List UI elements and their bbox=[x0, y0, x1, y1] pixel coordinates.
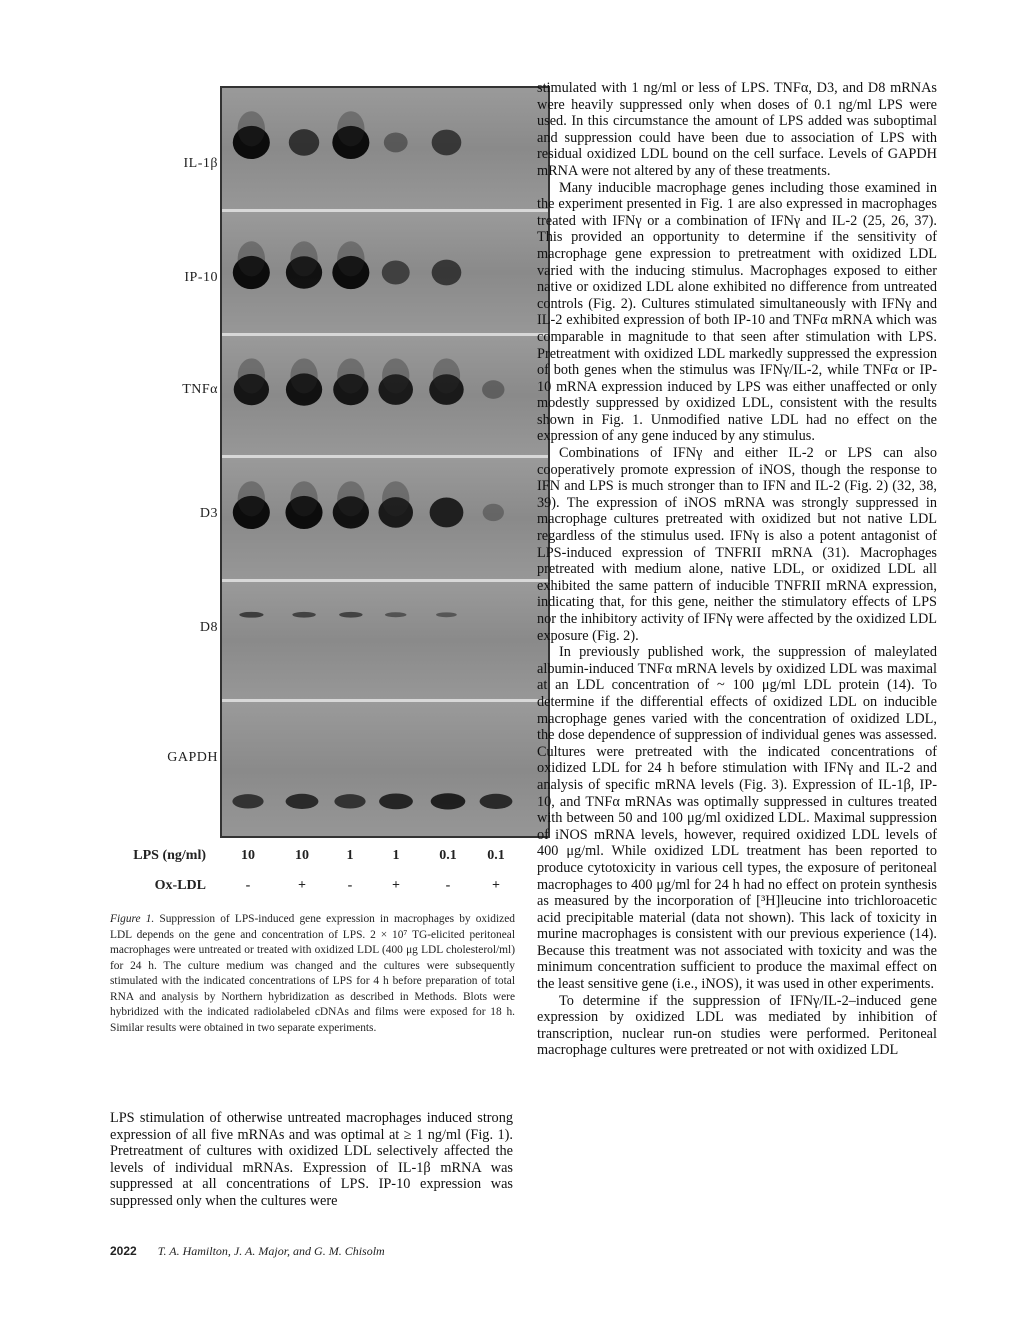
running-head: T. A. Hamilton, J. A. Major, and G. M. Chisolm bbox=[157, 1244, 385, 1258]
blot-panel bbox=[222, 336, 548, 458]
blot-band-smear bbox=[337, 111, 364, 146]
lps-value: 0.1 bbox=[487, 848, 505, 863]
right-column-text bbox=[537, 80, 937, 1059]
blot-band bbox=[379, 793, 413, 809]
blot-panel bbox=[222, 458, 548, 582]
blot-band-smear bbox=[337, 241, 364, 276]
blot-panel bbox=[222, 702, 548, 838]
blot-band bbox=[289, 129, 319, 156]
blot-band-smear bbox=[433, 358, 460, 393]
blot-panel bbox=[222, 582, 548, 702]
caption-text: Suppression of LPS-induced gene expression in macrophages by oxidized LDL depends on the gene and concentration of LPS. 2 × 10⁷ TG-elicited peritoneal macrophages were untreated or treated with oxidized LDL (400 μg LDL cholesterol/ml) for 24 h. The culture medium was changed and the cultures were subsequently stimulated with the indicated concentrations of LPS for 4 h before preparation of total RNA and analysis by Northern hybridization as described in Methods. Blots were hybridized with the indicated radiolabeled cDNAs and films were exposed for 18 h. Similar results were obtained in two separate experiments. bbox=[110, 913, 515, 1034]
gene-label: D8 bbox=[199, 620, 218, 635]
oxldl-label: Ox-LDL bbox=[154, 878, 206, 893]
lps-value: 10 bbox=[295, 848, 309, 863]
blot-panel-svg bbox=[222, 702, 548, 838]
blot-band-smear bbox=[290, 358, 317, 393]
blot-band bbox=[480, 794, 513, 809]
oxldl-value: + bbox=[392, 878, 400, 893]
blot-band-smear bbox=[290, 481, 317, 516]
paragraph: stimulated with 1 ng/ml or less of LPS. TNFα, D3, and D8 mRNAs were heavily suppressed only when doses of 0.1 ng/ml LPS were used. In this circumstance the amount of LPS added was suboptimal and suppression could have been due to association of LPS with residual oxidized LDL bound on the cell surface. Levels of GAPDH mRNA were not altered by any of these treatments. bbox=[537, 80, 937, 179]
gene-label: GAPDH bbox=[167, 750, 218, 765]
blot-band bbox=[431, 793, 466, 809]
lps-label: LPS (ng/ml) bbox=[133, 848, 206, 863]
blot-band bbox=[385, 612, 406, 617]
gene-label: IL-1β bbox=[183, 156, 218, 171]
lps-condition-row bbox=[108, 848, 538, 868]
blot-band bbox=[382, 260, 410, 284]
blot-band bbox=[430, 498, 464, 528]
blot-band bbox=[292, 612, 315, 618]
blot-band-smear bbox=[238, 481, 265, 516]
lps-value: 1 bbox=[392, 848, 400, 863]
blot-panel bbox=[222, 212, 548, 336]
blot-band bbox=[384, 132, 408, 152]
paragraph: Many inducible macrophage genes including those examined in the experiment presented in Fig. 1 are also expressed in macrophages treated with IFNγ or a combination of IFNγ and IL-2 (25, 26, 37). This provided an opportunity to determine if the sensitivity of macrophage gene expression to pretreatment with oxidized LDL varied with the inducing stimulus. Macrophages exposed to either native or oxidized LDL alone exhibited no difference from untreated controls (Fig. 2). Cultures stimulated simultaneously with IFNγ and IL-2 exhibited expression of both IP-10 and TNFα mRNA which was comparable in magnitude to that seen after stimulation with LPS. Pretreatment with oxidized LDL markedly suppressed the expression of both genes when the stimulus was IFNγ/IL-2, while TNFα or IP-10 mRNA expression induced by LPS was either unaffected or only modestly suppressed by oxidized LDL, consistent with the results shown in Fig. 1. Unmodified native LDL had no effect on the expression of any gene induced by any stimulus. bbox=[537, 179, 937, 445]
left-column-text bbox=[110, 1110, 513, 1210]
blot-band-smear bbox=[382, 481, 409, 516]
paragraph: Combinations of IFNγ and either IL-2 or LPS can also cooperatively promote expression of iNOS, though the response to IFN and LPS is much stronger than to IFN and IL-2 (Fig. 2) (32, 38, 39). The expression of iNOS mRNA was strongly suppressed in macrophage cultures pretreated with oxidized but not native LDL regardless of the stimulus used. IFNγ is also a potent antagonist of LPS-induced expression of TNFRII mRNA (31). Macrophages pretreated with medium alone, native LDL, or oxidized LDL all exhibited the same pattern of inducible TNFRII mRNA expression, indicating that, for this gene, neither the stimulatory effects of LPS nor the inhibitory activity of IFNγ were affected by the oxidized LDL exposure (Fig. 2). bbox=[537, 445, 937, 644]
blot-band bbox=[232, 794, 263, 808]
blot-band bbox=[286, 794, 319, 809]
blot-band bbox=[239, 612, 263, 618]
blot-band-smear bbox=[238, 358, 265, 393]
blot-panel-svg bbox=[222, 88, 548, 209]
blot-band-smear bbox=[290, 241, 317, 276]
paragraph: In previously published work, the suppression of maleylated albumin-induced TNFα mRNA levels by oxidized LDL was maximal at an LDL concentration of ~ 100 μg/ml LDL protein (14). To determine if the differential effects of oxidized LDL on inducible macrophage genes varied with the concentration of oxidized LDL, the dose dependence of suppression of individual genes was assessed. Cultures were pretreated with the indicated concentrations of oxidized LDL for 24 h before stimulation with IFNγ and IL-2 and analysis of specific mRNA levels (Fig. 3). Expression of IL-1β, IP-10, and TNFα mRNAs was optimally suppressed in cultures treated with between 50 and 100 μg/ml oxidized LDL. Maximal suppression of iNOS mRNA levels, however, required oxidized LDL levels of 400 μg/ml. While oxidized LDL treatment has been reported to produce cytotoxicity in various cell types, the exposure of peritoneal macrophages to 400 μg/ml for 24 h had no effect on protein synthesis as measured by the incorporation of [³H]leucine into trichloroacetic acid precipitable material (data not shown). This lack of toxicity in murine macrophages is consistent with our previous experience (14). Because this treatment was not associated with toxicity and was the minimum concentration sufficient to produce the maximal effect on the least sensitive gene (i.e., iNOS), it was used in other experiments. bbox=[537, 644, 937, 993]
blot-band bbox=[483, 504, 504, 521]
oxldl-condition-row bbox=[108, 878, 538, 898]
blot-band-smear bbox=[382, 358, 409, 393]
page-number: 2022 bbox=[110, 1244, 137, 1258]
paragraph: To determine if the suppression of IFNγ/IL-2–induced gene expression by oxidized LDL was mediated by inhibition of transcription, nuclear run-on studies were performed. Peritoneal macrophage cultures were pretreated or not with oxidized LDL bbox=[537, 992, 937, 1059]
lps-value: 10 bbox=[241, 848, 255, 863]
blot-band-smear bbox=[337, 358, 364, 393]
page-footer bbox=[110, 1244, 385, 1259]
oxldl-value: - bbox=[347, 878, 353, 893]
blot-panel bbox=[222, 88, 548, 212]
blot-panel-svg bbox=[222, 458, 548, 579]
blot-band bbox=[432, 260, 462, 286]
paragraph: LPS stimulation of otherwise untreated macrophages induced strong expression of all five mRNAs and was optimal at ≥ 1 ng/ml (Fig. 1). Pretreatment of cultures with oxidized LDL selectively affected the levels of individual mRNAs. Expression of IL-1β mRNA was suppressed at all concentrations of LPS. IP-10 expression was suppressed only when the cultures were bbox=[110, 1110, 513, 1209]
blot-panel-svg bbox=[222, 336, 548, 455]
figure-1 bbox=[108, 86, 518, 906]
oxldl-value: - bbox=[245, 878, 251, 893]
northern-blot bbox=[220, 86, 550, 838]
blot-band bbox=[436, 612, 457, 617]
blot-band-smear bbox=[337, 481, 364, 516]
oxldl-value: + bbox=[298, 878, 306, 893]
blot-band bbox=[334, 794, 365, 808]
lps-value: 1 bbox=[346, 848, 354, 863]
blot-panel-svg bbox=[222, 582, 548, 699]
gene-label: TNFα bbox=[182, 382, 218, 397]
blot-band bbox=[432, 130, 462, 156]
gene-label: IP-10 bbox=[184, 270, 218, 285]
blot-panel-svg bbox=[222, 212, 548, 333]
oxldl-value: - bbox=[445, 878, 451, 893]
gene-label: D3 bbox=[199, 506, 218, 521]
figure-caption bbox=[110, 912, 515, 1036]
lps-value: 0.1 bbox=[439, 848, 457, 863]
blot-band bbox=[339, 612, 362, 618]
blot-band bbox=[482, 380, 504, 399]
blot-band-smear bbox=[238, 241, 265, 276]
figure-label: Figure 1. bbox=[110, 913, 155, 925]
oxldl-value: + bbox=[492, 878, 500, 893]
blot-band-smear bbox=[238, 111, 265, 146]
